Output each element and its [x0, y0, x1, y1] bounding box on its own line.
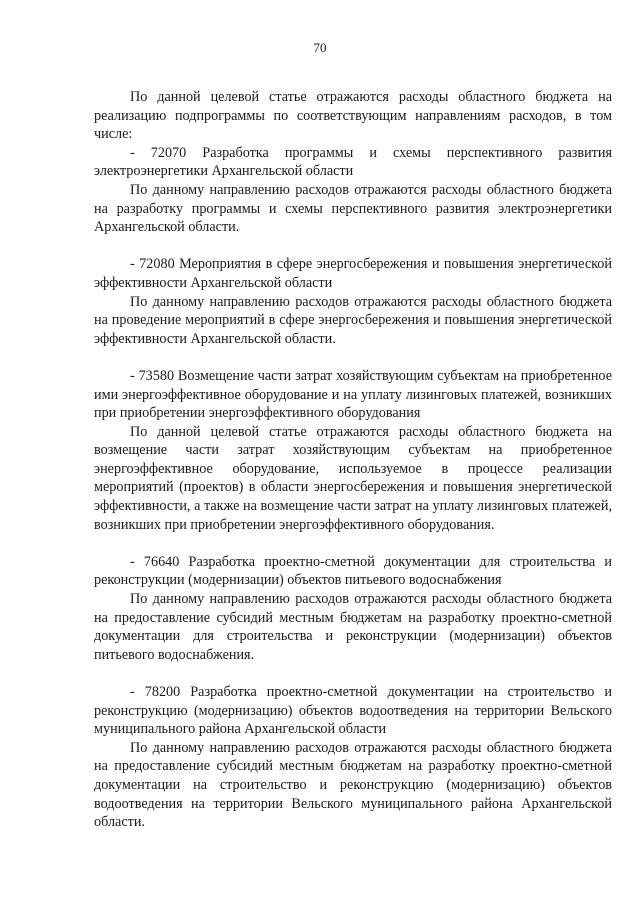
paragraph-gap — [94, 237, 612, 256]
item-78200-description: По данному направлению расходов отражаются расходы областного бюджета на предоставление субсидий местным бюджетам на разработку проектно-сметной документации на строительство и реконструкцию (модернизацию) объектов водоотведения на территории Вельского муниципального района Архангельской области. — [94, 739, 612, 831]
paragraph-gap — [94, 534, 612, 553]
item-78200-title: - 78200 Разработка проектно-сметной документации на строительство и реконструкцию (модернизацию) объектов водоотведения на территории Вельского муниципального района Архангельской области — [94, 684, 612, 738]
page-number: 70 — [313, 40, 327, 55]
intro-paragraph: По данной целевой статье отражаются расходы областного бюджета на реализацию подпрограммы по соответствующим направлениям расходов, в том числе: — [94, 89, 612, 143]
item-72080-title: - 72080 Мероприятия в сфере энергосбережения и повышения энергетической эффективности Архангельской области — [94, 256, 612, 291]
paragraph-gap — [94, 664, 612, 683]
item-72070-title: - 72070 Разработка программы и схемы перспективного развития электроэнергетики Архангельской области — [94, 144, 612, 180]
item-72070-description: По данному направлению расходов отражаются расходы областного бюджета на разработку программы и схемы перспективного развития электроэнергетики Архангельской области. — [94, 181, 612, 236]
item-73580-description: По данной целевой статье отражаются расходы областного бюджета на возмещение части затрат хозяйствующим субъектам на приобретенное энергоэффективное оборудование, используемое в процессе реализации мероприятий (проектов) в области энергосбережения и повышения энергетической эффективности, а также на возмещение части затрат на уплату лизинговых платежей, возникших при приобретении энергоэффективного оборудования. — [94, 423, 612, 533]
item-76640-title: - 76640 Разработка проектно-сметной документации для строительства и реконструкции (модернизации) объектов питьевого водоснабжения — [94, 553, 612, 589]
paragraph-gap — [94, 348, 612, 367]
item-73580-title: - 73580 Возмещение части затрат хозяйствующим субъектам на приобретенное ими энергоэффективное оборудование и на уплату лизинговых платежей, возникших при приобретении энергоэффективного оборудования — [94, 367, 612, 422]
document-body — [94, 88, 612, 832]
item-72080-description: По данному направлению расходов отражаются расходы областного бюджета на проведение мероприятий в сфере энергосбережения и повышения энергетической эффективности Архангельской области. — [94, 293, 612, 347]
item-76640-description: По данному направлению расходов отражаются расходы областного бюджета на предоставление субсидий местным бюджетам на разработку проектно-сметной документации для строительства и реконструкции (модернизации) объектов питьевого водоснабжения. — [94, 591, 612, 663]
